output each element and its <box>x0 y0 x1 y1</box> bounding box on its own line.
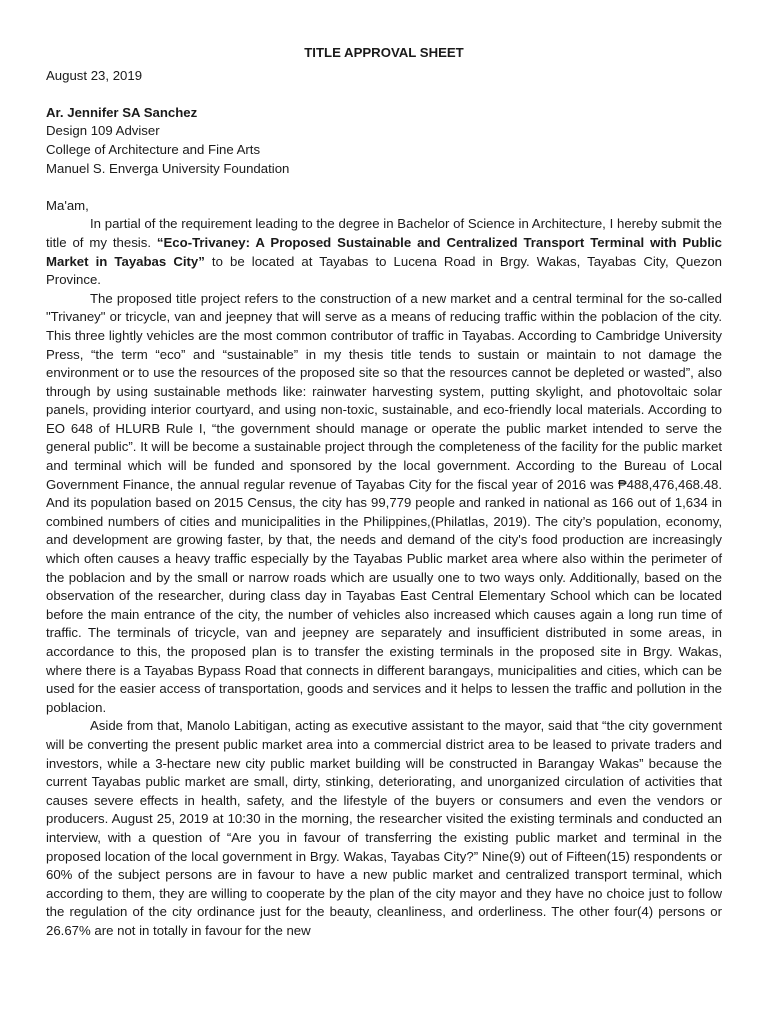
addressee-college: College of Architecture and Fine Arts <box>46 141 261 157</box>
letter-date: August 23, 2019 <box>46 67 143 83</box>
spacer <box>46 85 722 104</box>
addressee-block <box>46 104 722 178</box>
paragraph-project-description: The proposed title project refers to the construction of a new market and a central terminal for the so-called "Trivaney" or tricycle, van and jeepney that will serve as a means of reducing traffic within the poblacion of the city. This three lightly vehicles are the most common contributor of traffic in Tayabas. According to Cambridge University Press, “the term “eco” and “sustainable” in my thesis title tends to sustain or maintain to not damage the environment or to use the resources of the proposed site so that the resources cannot be depleted or wasted”, also through by using sustainable methods like: rainwater harvesting system, putting skylight, and photovoltaic solar panels, providing interior courtyard, and using non-toxic, sustainable, and eco-friendly local materials. According to EO 648 of HLURB Rule I, “the government should manage or operate the public market intended to serve the general public”. It will be become a sustainable project through the completeness of the facility for the public market and terminal which will be funded and sponsored by the local government. According to the Bureau of Local Government Finance, the annual regular revenue of Tayabas City for the fiscal year of 2016 was ₱488,476,468.48. And its population based on 2015 Census, the city has 99,779 people and ranked in national as 166 out of 1,634 in combined numbers of cities and municipalities in the Philippines,(Philatlas, 2019). The city’s population, economy, and development are growing faster, by that, the needs and demand of the city's food production are increasingly which often causes a heavy traffic especially by the Tayabas Public market area where also within the perimeter of the poblacion and by the small or narrow roads which are usually one to two ways only. Additionally, based on the observation of the researcher, during class day in Tayabas East Central Elementary School which can be located before the main entrance of the city, the number of vehicles also increased which causes again a long run time of traffic. The terminals of tricycle, van and jeepney are separately and insufficient distributed in some areas, in accordance to this, the proposed plan is to transfer the existing terminals in the proposed site in Brgy. Wakas, where there is a Tayabas Bypass Road that connects in different barangays, municipalities and cities, which can be used for the easier access of transportation, goods and services and it helps to lessen the traffic and pollution in the poblacion. <box>46 290 722 715</box>
spacer <box>46 178 722 197</box>
paragraph-survey: Aside from that, Manolo Labitigan, acting as executive assistant to the mayor, said that “the city government will be converting the present public market area into a commercial district area to be leased to private traders and investors, while a 3-hectare new city public market building will be constructed in Barangay Wakas” because the current Tayabas public market are small, dirty, stinking, deteriorating, and unorganized circulation of activities that causes severe effects in health, safety, and the lifestyle of the buyers or consumers and even the vendors or producers. August 25, 2019 at 10:30 in the morning, the researcher visited the existing terminals and conducted an interview, with a question of “Are you in favour of transferring the existing public market and terminal in the proposed location of the local government in Brgy. Wakas, Tayabas City?” Nine(9) out of Fifteen(15) respondents or 60% of the subject persons are in favour to have a new public market and centralized transport terminal, which according to them, they are willing to cooperate by the plan of the city mayor and they have no choice just to follow the regulation of the city ordinance just for the beauty, cleanliness, and orderliness. The other four(4) persons or 26.67% are not in totally in favour for the new <box>46 718 722 938</box>
intro-text: In partial of the requirement leading to the degree in Bachelor of Science in Architecture, I hereby submit the title of my thesis. <box>46 216 722 250</box>
addressee-name: Ar. Jennifer SA Sanchez <box>46 104 198 120</box>
document-page <box>46 44 722 941</box>
addressee-position: Design 109 Adviser <box>46 123 160 139</box>
salutation: Ma'am, <box>46 197 89 213</box>
addressee-university: Manuel S. Enverga University Foundation <box>46 160 290 176</box>
thesis-title: “Eco-Trivaney: A Proposed Sustainable and Centralized Transport Terminal with Public Market in Tayabas City” <box>46 234 722 269</box>
paragraph-intro <box>46 215 722 289</box>
document-title: TITLE APPROVAL SHEET <box>304 45 464 60</box>
intro-location-text: to be located at Tayabas to Lucena Road in Brgy. Wakas, Tayabas City, Quezon Province. <box>46 253 722 288</box>
